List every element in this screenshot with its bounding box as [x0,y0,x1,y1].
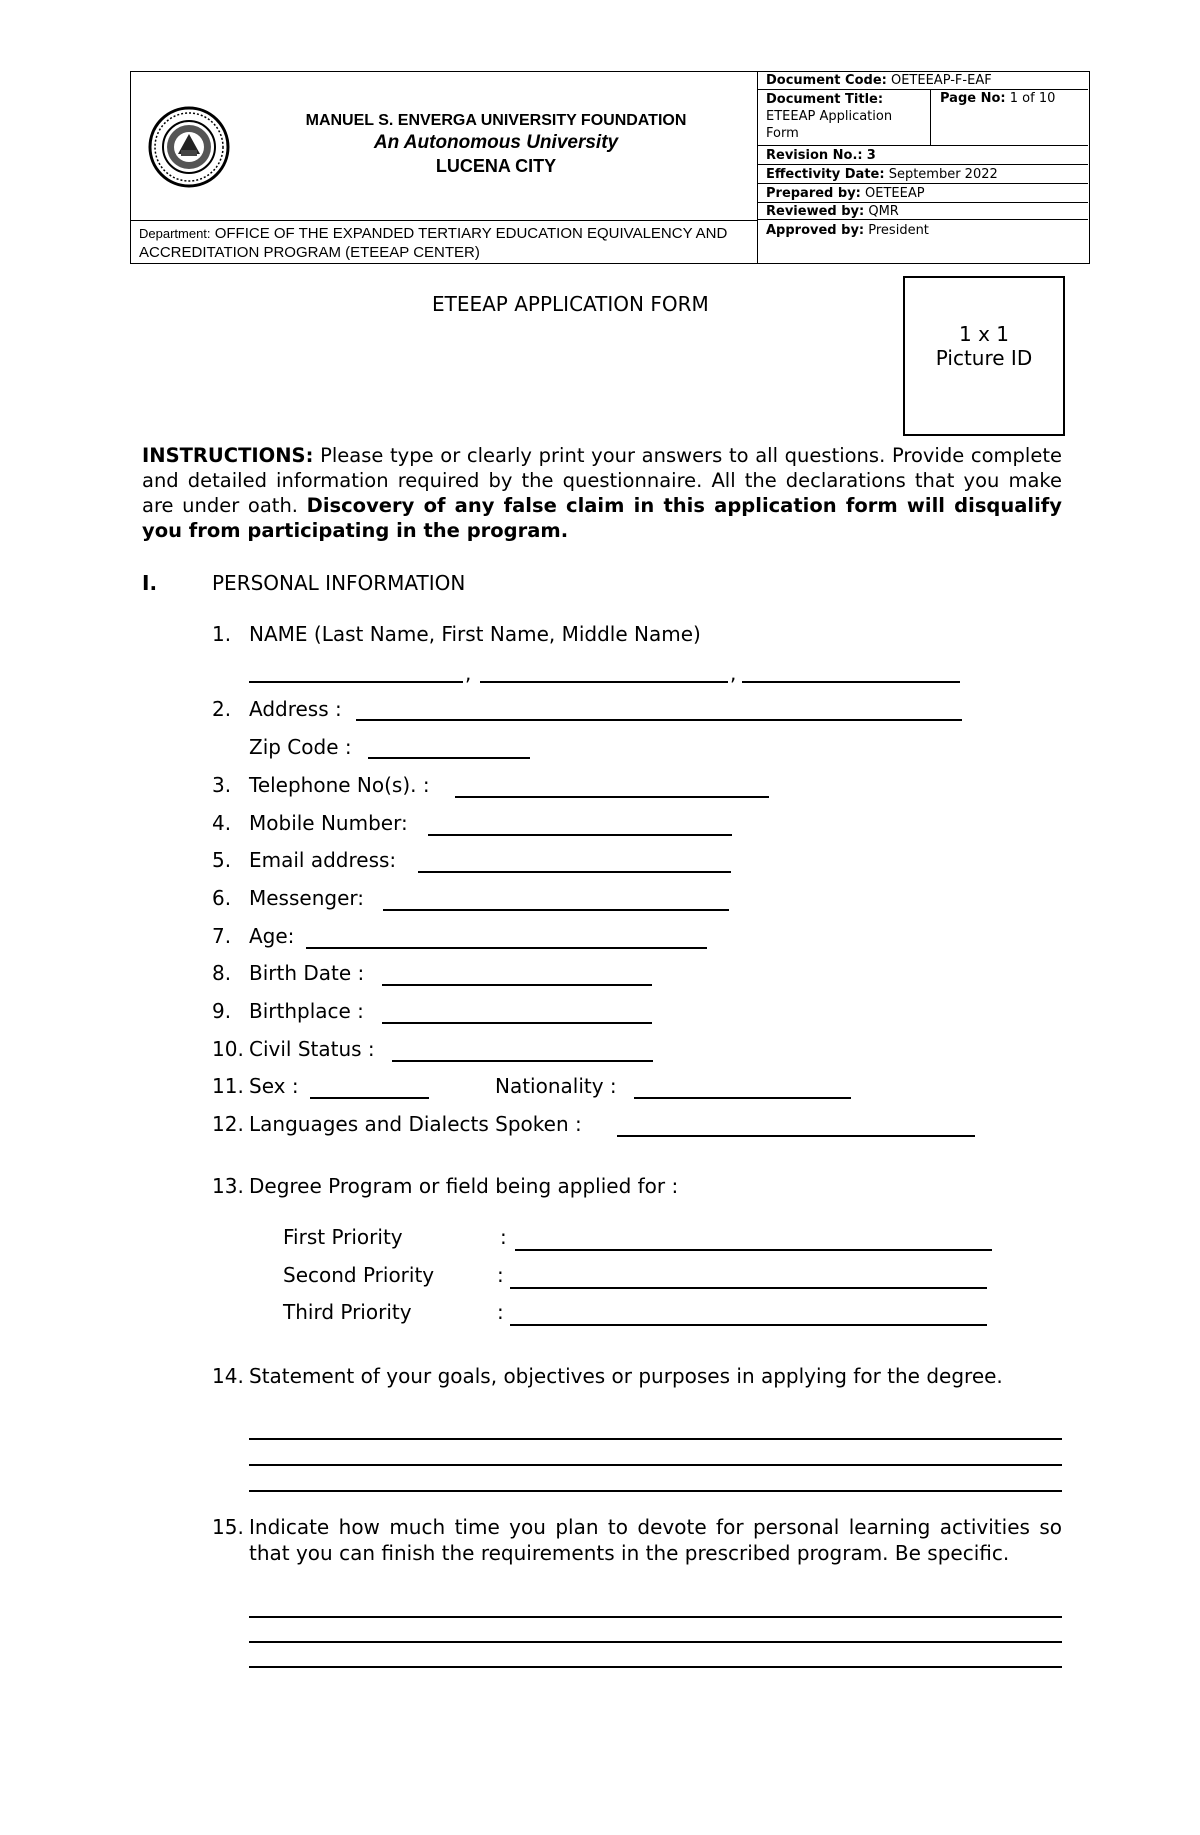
item-number: 15. [212,1515,244,1539]
section-title: PERSONAL INFORMATION [212,571,466,595]
first-priority-field[interactable] [515,1249,992,1251]
birthplace-label: Birthplace : [249,999,364,1023]
reviewed-value: QMR [868,204,899,219]
cell-divider [757,89,1088,90]
goals-label: Statement of your goals, objectives or purposes in applying for the degree. [249,1364,1003,1388]
learning-time-field-line[interactable] [249,1666,1062,1668]
document-control-cells [130,71,1090,264]
item-number: 1. [212,622,232,646]
item-number: 3. [212,773,232,797]
last-name-field[interactable] [249,681,463,683]
name-label: NAME (Last Name, First Name, Middle Name) [249,622,701,646]
colon: : [497,1300,504,1324]
form-title: ETEEAP APPLICATION FORM [432,292,709,316]
doc-title-value: ETEEAP Application Form [766,109,893,141]
approved-cell [757,222,1089,239]
prepared-value: OETEEAP [865,186,925,201]
cell-divider [757,164,1088,165]
second-priority-label: Second Priority [283,1263,435,1287]
mobile-label: Mobile Number: [249,811,408,835]
picture-id-label: Picture ID [935,346,1033,370]
goals-field-line[interactable] [249,1464,1062,1466]
first-priority-label: First Priority [283,1225,403,1249]
colon: : [500,1225,507,1249]
picture-size-label: 1 x 1 [959,322,1009,346]
department-label: Department: [139,226,211,241]
instructions-label: INSTRUCTIONS: [142,444,314,467]
telephone-field[interactable] [455,796,769,798]
effectivity-cell [757,166,1089,183]
doc-title-label: Document Title: [766,92,884,107]
third-priority-field[interactable] [510,1324,987,1326]
age-label: Age: [249,924,295,948]
zip-code-field[interactable] [368,757,530,759]
approved-value: President [868,223,929,238]
goals-field-line[interactable] [249,1490,1062,1492]
page-label: Page No: [940,91,1006,106]
nationality-field[interactable] [634,1097,851,1099]
cell-divider [930,89,931,145]
doc-code-cell [757,72,1089,89]
revision-value: 3 [866,148,876,163]
address-field[interactable] [356,719,962,721]
birth-date-label: Birth Date : [249,961,365,985]
nationality-label: Nationality : [495,1074,617,1098]
page-number-cell [940,91,1055,106]
item-number: 4. [212,811,232,835]
university-city: LUCENA CITY [435,156,557,176]
middle-name-field[interactable] [742,681,960,683]
degree-program-label: Degree Program or field being applied for : [249,1174,679,1198]
instructions-warning: Discovery of any false claim in this application form will disqualify you from participating in the program. [142,494,1062,542]
item-number: 8. [212,961,232,985]
zip-code-label: Zip Code : [249,735,352,759]
university-name: MANUEL S. ENVERGA UNIVERSITY FOUNDATION [305,112,687,129]
prepared-cell [757,185,1089,202]
civil-status-field[interactable] [392,1060,653,1062]
email-label: Email address: [249,848,397,872]
birthplace-field[interactable] [382,1022,652,1024]
effectivity-label: Effectivity Date: [766,167,885,182]
item-number: 14. [212,1364,244,1388]
department-value: OFFICE OF THE EXPANDED TERTIARY EDUCATION EQUIVALENCY AND ACCREDITATION PROGRAM (ETEEAP CENTER) [139,225,728,261]
item-number: 9. [212,999,232,1023]
colon: : [497,1263,504,1287]
item-number: 5. [212,848,232,872]
email-field[interactable] [418,871,731,873]
page-value: 1 of 10 [1009,91,1056,106]
instructions-text: Please type or clearly print your answers to all questions. Provide complete and detailed information required by the questionnaire. All the declarations that you make are under oath. [142,444,1062,517]
section-number: I. [142,571,158,595]
comma-separator: , [465,661,472,685]
cell-divider [757,183,1088,184]
instructions [142,443,1062,543]
second-priority-field[interactable] [510,1287,987,1289]
messenger-field[interactable] [383,909,729,911]
reviewed-cell [757,203,1089,220]
approved-label: Approved by: [766,223,865,238]
item-number: 2. [212,697,232,721]
comma-separator: , [730,661,737,685]
reviewed-label: Reviewed by: [766,204,865,219]
first-name-field[interactable] [480,681,728,683]
revision-cell [757,147,1089,164]
messenger-label: Messenger: [249,886,364,910]
revision-label: Revision No.: [766,148,863,163]
cell-divider [757,145,1088,146]
doc-code-label: Document Code: [766,73,887,88]
effectivity-value: September 2022 [888,167,998,182]
address-label: Address : [249,697,342,721]
item-number: 7. [212,924,232,948]
item-number: 13. [212,1174,244,1198]
cell-divider [757,219,1088,220]
civil-status-label: Civil Status : [249,1037,375,1061]
item-number: 12. [212,1112,244,1136]
mobile-field[interactable] [428,834,732,836]
languages-label: Languages and Dialects Spoken : [249,1112,582,1136]
picture-id-box[interactable] [903,276,1065,436]
third-priority-label: Third Priority [283,1300,412,1324]
age-field[interactable] [306,947,707,949]
doc-title-cell [766,91,926,142]
item-number: 10. [212,1037,244,1061]
languages-field[interactable] [617,1135,975,1137]
learning-time-field-line[interactable] [249,1641,1062,1643]
university-subtitle: An Autonomous University [373,132,619,153]
sex-field[interactable] [310,1097,429,1099]
telephone-label: Telephone No(s). : [249,773,430,797]
item-number: 11. [212,1074,244,1098]
goals-field-line[interactable] [249,1438,1062,1440]
doc-code-value: OETEEAP-F-EAF [890,73,992,88]
prepared-label: Prepared by: [766,186,861,201]
item-number: 6. [212,886,232,910]
learning-time-field-line[interactable] [249,1616,1062,1618]
sex-label: Sex : [249,1074,299,1098]
birth-date-field[interactable] [382,984,652,986]
learning-time-label: Indicate how much time you plan to devote for personal learning activities so that you can finish the requirements in the prescribed program. Be specific. [249,1515,1062,1565]
